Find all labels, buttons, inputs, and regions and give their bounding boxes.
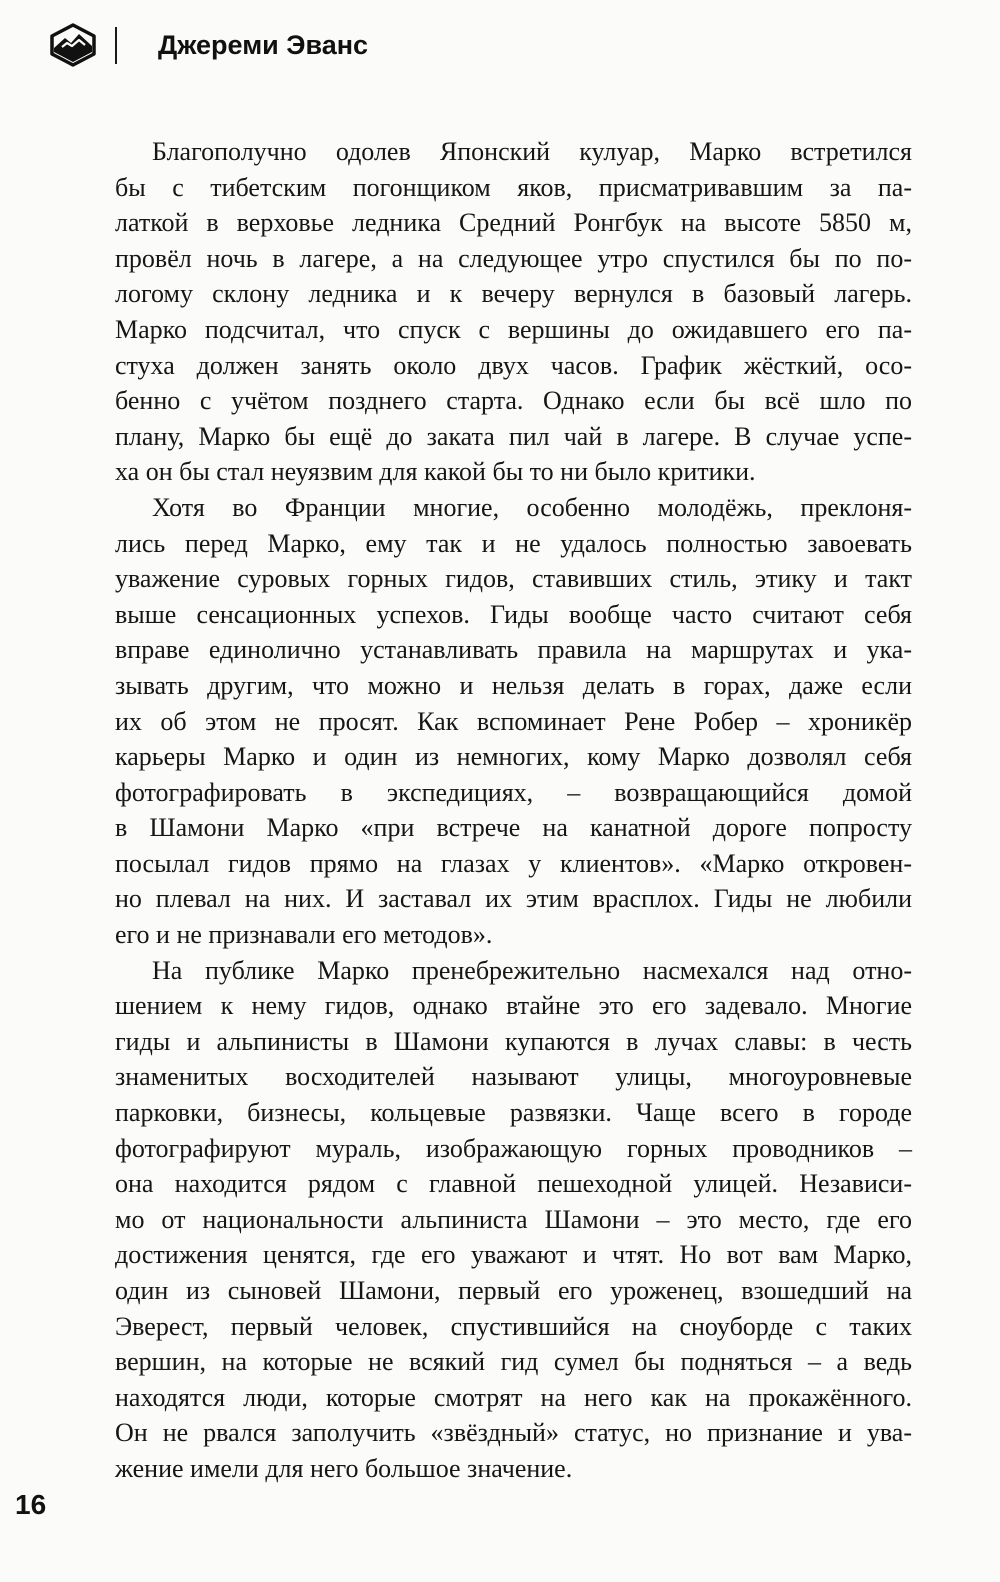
text-line: она находится рядом с главной пешеходной улицей. Независи- [115, 1169, 912, 1199]
text-line: один из сыновей Шамони, первый его уроженец, взошедший на [115, 1276, 912, 1305]
text-line: парковки, бизнесы, кольцевые развязки. Чаще всего в городе [115, 1098, 912, 1128]
text-line: лись перед Марко, ему так и не удалось полностью завоевать [115, 528, 912, 558]
text-line: карьеры Марко и один из немногих, кому Марко дозволял себя [115, 742, 912, 772]
text-line: вершин, на которые не всякий гид сумел бы подняться – а ведь [115, 1347, 912, 1377]
text-line: Эверест, первый человек, спустившийся на сноуборде с таких [115, 1311, 912, 1341]
text-line: латкой в верховье ледника Средний Ронгбук на высоте 5850 м, [115, 208, 912, 238]
text-line: На публике Марко пренебрежительно насмехался над отно- [152, 955, 912, 985]
text-line: мо от национальности альпиниста Шамони – это место, где его [115, 1204, 912, 1234]
text-line: гиды и альпинисты в Шамони купаются в лучах славы: в честь [115, 1026, 912, 1056]
text-line: Благополучно одолев Японский кулуар, Марко встретился [152, 137, 912, 166]
text-line: ха он бы стал неуязвим для какой бы то ни было критики. [115, 457, 756, 487]
text-line: уважение суровых горных гидов, ставивших стиль, этику и такт [115, 564, 912, 594]
text-line: фотографировать в экспедициях, – возвращающийся домой [115, 777, 912, 807]
text-line: выше сенсационных успехов. Гиды вообще часто считают себя [115, 599, 912, 629]
text-line: находятся люди, которые смотрят на него как на прокажённого. [115, 1382, 912, 1412]
text-line: в Шамони Марко «при встрече на канатной дороге попросту [115, 813, 912, 843]
paragraph [115, 953, 912, 1487]
header-divider [115, 27, 117, 64]
text-line: Хотя во Франции многие, особенно молодёжь, преклоня- [152, 492, 912, 522]
text-line: логому склону ледника и к вечеру вернулся в базовый лагерь. [115, 279, 912, 309]
text-line: бы с тибетским погонщиком яков, присматривавшим за па- [115, 172, 912, 202]
text-line: шением к нему гидов, однако втайне это его задевало. Многие [115, 991, 912, 1021]
text-line: вправе единолично устанавливать правила на маршрутах и ука- [115, 635, 912, 665]
text-line: бенно с учётом позднего старта. Однако если бы всё шло по [115, 386, 912, 416]
text-line: его и не признавали его методов». [115, 920, 493, 950]
text-line: посылал гидов прямо на глазах у клиентов». «Марко откровен- [115, 848, 912, 878]
text-line: Он не рвался заполучить «звёздный» статус, но признание и ува- [115, 1418, 912, 1448]
text-line: Марко подсчитал, что спуск с вершины до ожидавшего его па- [115, 314, 912, 344]
text-line: фотографируют мураль, изображающую горных проводников – [115, 1133, 912, 1163]
text-line: жение имели для него большое значение. [115, 1453, 573, 1483]
paragraph [115, 490, 912, 953]
running-header-author: Джереми Эванс [158, 30, 369, 60]
text-line: провёл ночь в лагере, а на следующее утро спустился бы по по- [115, 243, 912, 273]
text-line: но плевал на них. И заставал их этим врасплох. Гиды не любили [115, 884, 912, 914]
body-text [115, 134, 912, 1487]
text-line: зывать другим, что можно и нельзя делать в горах, даже если [115, 670, 912, 700]
text-line: стуха должен занять около двух часов. График жёсткий, осо- [115, 350, 912, 380]
text-line: знаменитых восходителей называют улицы, многоуровневые [115, 1062, 912, 1092]
mountain-logo-icon [48, 22, 98, 68]
text-line: достижения ценятся, где его уважают и чтят. Но вот вам Марко, [115, 1240, 912, 1270]
page-number: 16 [15, 1489, 47, 1520]
text-line: их об этом не просят. Как вспоминает Рене Робер – хроникёр [115, 706, 912, 736]
paragraph [115, 134, 912, 490]
text-line: плану, Марко бы ещё до заката пил чай в лагере. В случае успе- [115, 421, 912, 451]
